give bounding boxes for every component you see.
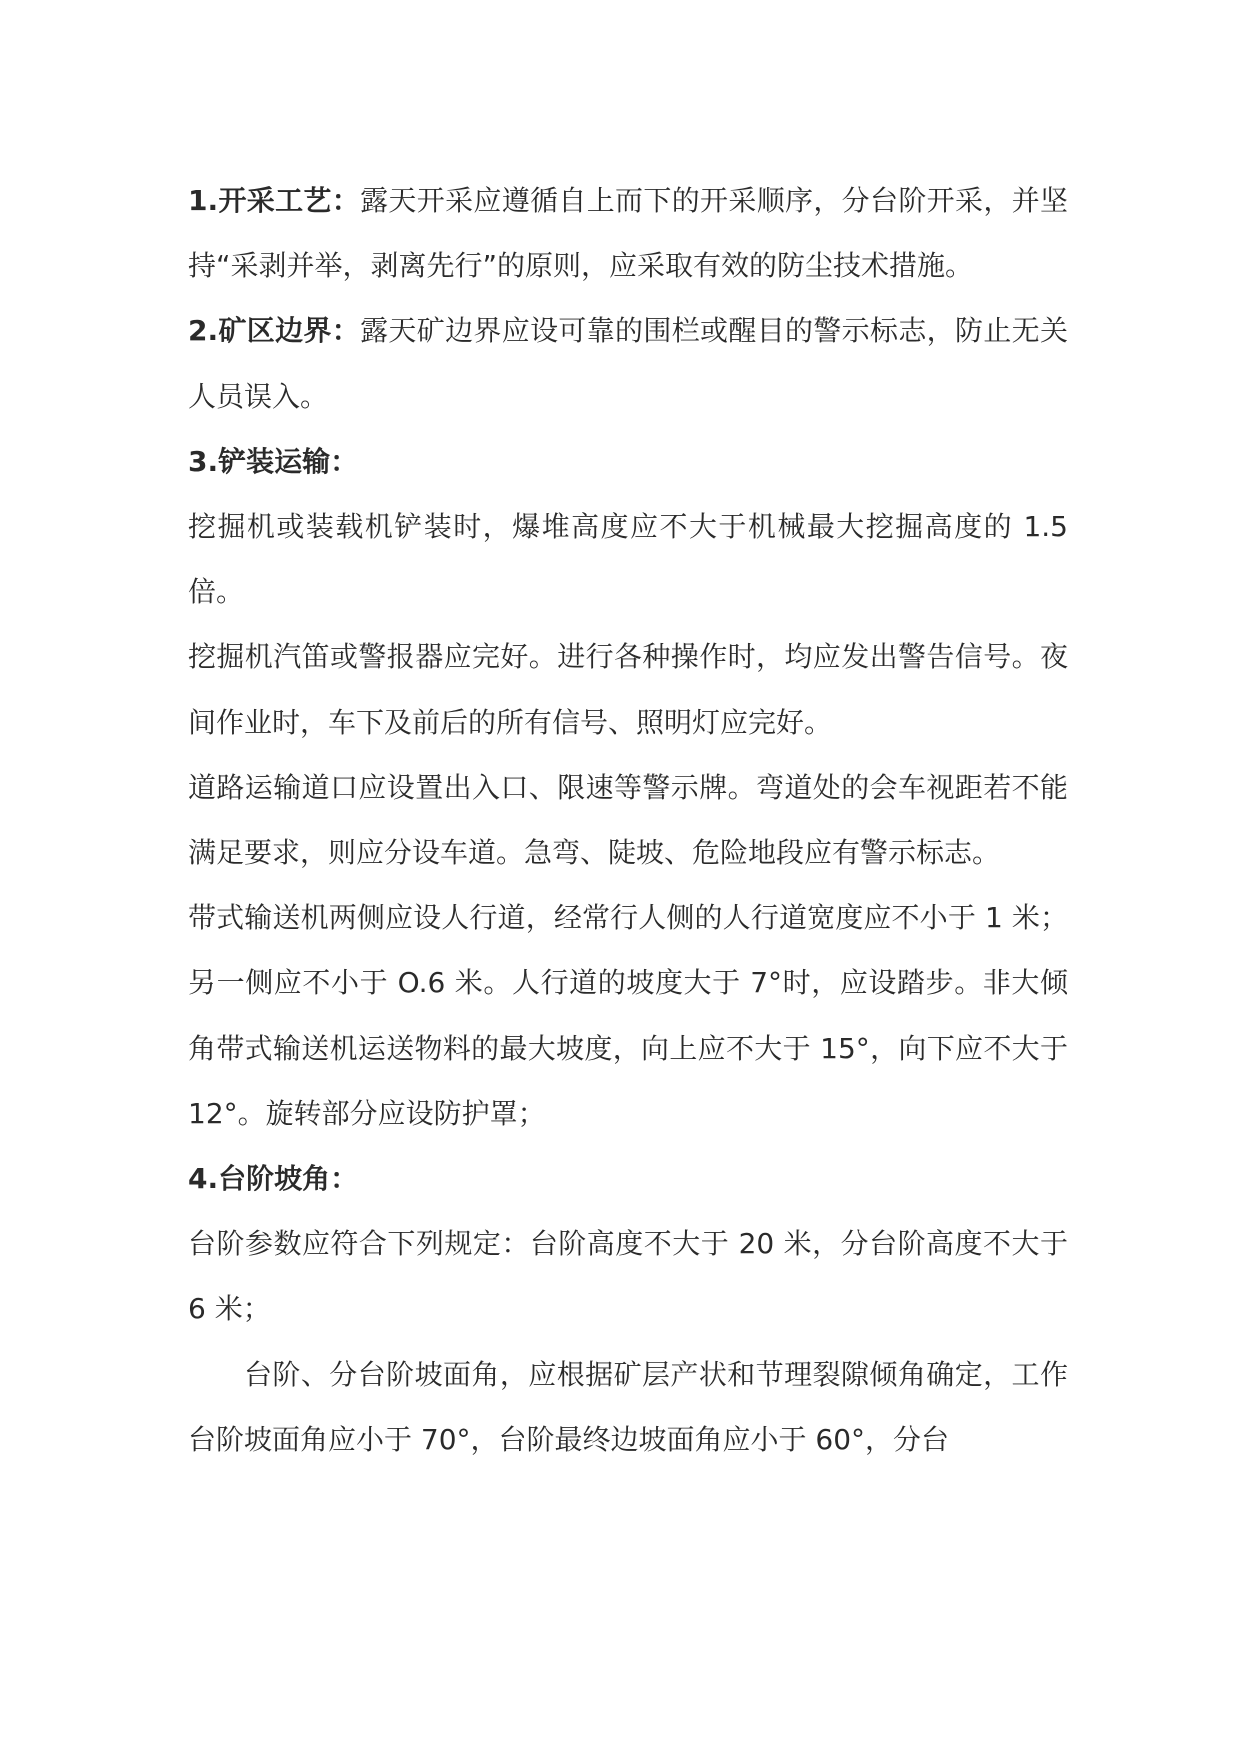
section-3-heading: 3.铲装运输： bbox=[188, 444, 359, 478]
section-3-paragraph-signals: 挖掘机汽笛或警报器应完好。进行各种操作时，均应发出警告信号。夜间作业时，车下及前后的所有信号、照明灯应完好。 bbox=[188, 640, 1068, 739]
section-2-heading: 2.矿区边界： bbox=[188, 314, 361, 348]
section-1-paragraph bbox=[188, 168, 1068, 298]
section-4-paragraph-slope-angles: 台阶、分台阶坡面角，应根据矿层产状和节理裂隙倾角确定，工作台阶坡面角应小于 70°，台阶最终边坡面角应小于 60°，分台 bbox=[188, 1357, 1068, 1456]
section-1-heading: 1.开采工艺： bbox=[188, 184, 361, 217]
section-1-text: 露天开采应遵循自上而下的开采顺序，分台阶开采，并坚持“采剥并举，剥离先行”的原则，应采取有效的防尘技术措施。 bbox=[188, 184, 1068, 283]
section-3-paragraph-roads: 道路运输道口应设置出入口、限速等警示牌。弯道处的会车视距若不能满足要求，则应分设车道。急弯、陡坡、危险地段应有警示标志。 bbox=[188, 770, 1068, 870]
section-4-heading: 4.台阶坡角： bbox=[188, 1162, 359, 1196]
section-2-paragraph bbox=[188, 298, 1068, 428]
section-4-paragraph-parameters: 台阶参数应符合下列规定：台阶高度不大于 20 米，分台阶高度不大于 6 米； bbox=[188, 1227, 1068, 1326]
section-3-paragraph-conveyor: 带式输送机两侧应设人行道，经常行人侧的人行道宽度应不小于 1 米；另一侧应不小于 O.6 米。人行道的坡度大于 7°时，应设踏步。非大倾角带式输送机运送物料的最大坡度，向上应不大于 15°，向下应不大于 12°。旋转部分应设防护罩； bbox=[188, 901, 1068, 1130]
document-page bbox=[188, 168, 1068, 1472]
section-2-text: 露天矿边界应设可靠的围栏或醒目的警示标志，防止无关人员误入。 bbox=[188, 314, 1068, 413]
section-3-paragraph-loading: 挖掘机或装载机铲装时，爆堆高度应不大于机械最大挖掘高度的 1.5 倍。 bbox=[188, 510, 1068, 609]
